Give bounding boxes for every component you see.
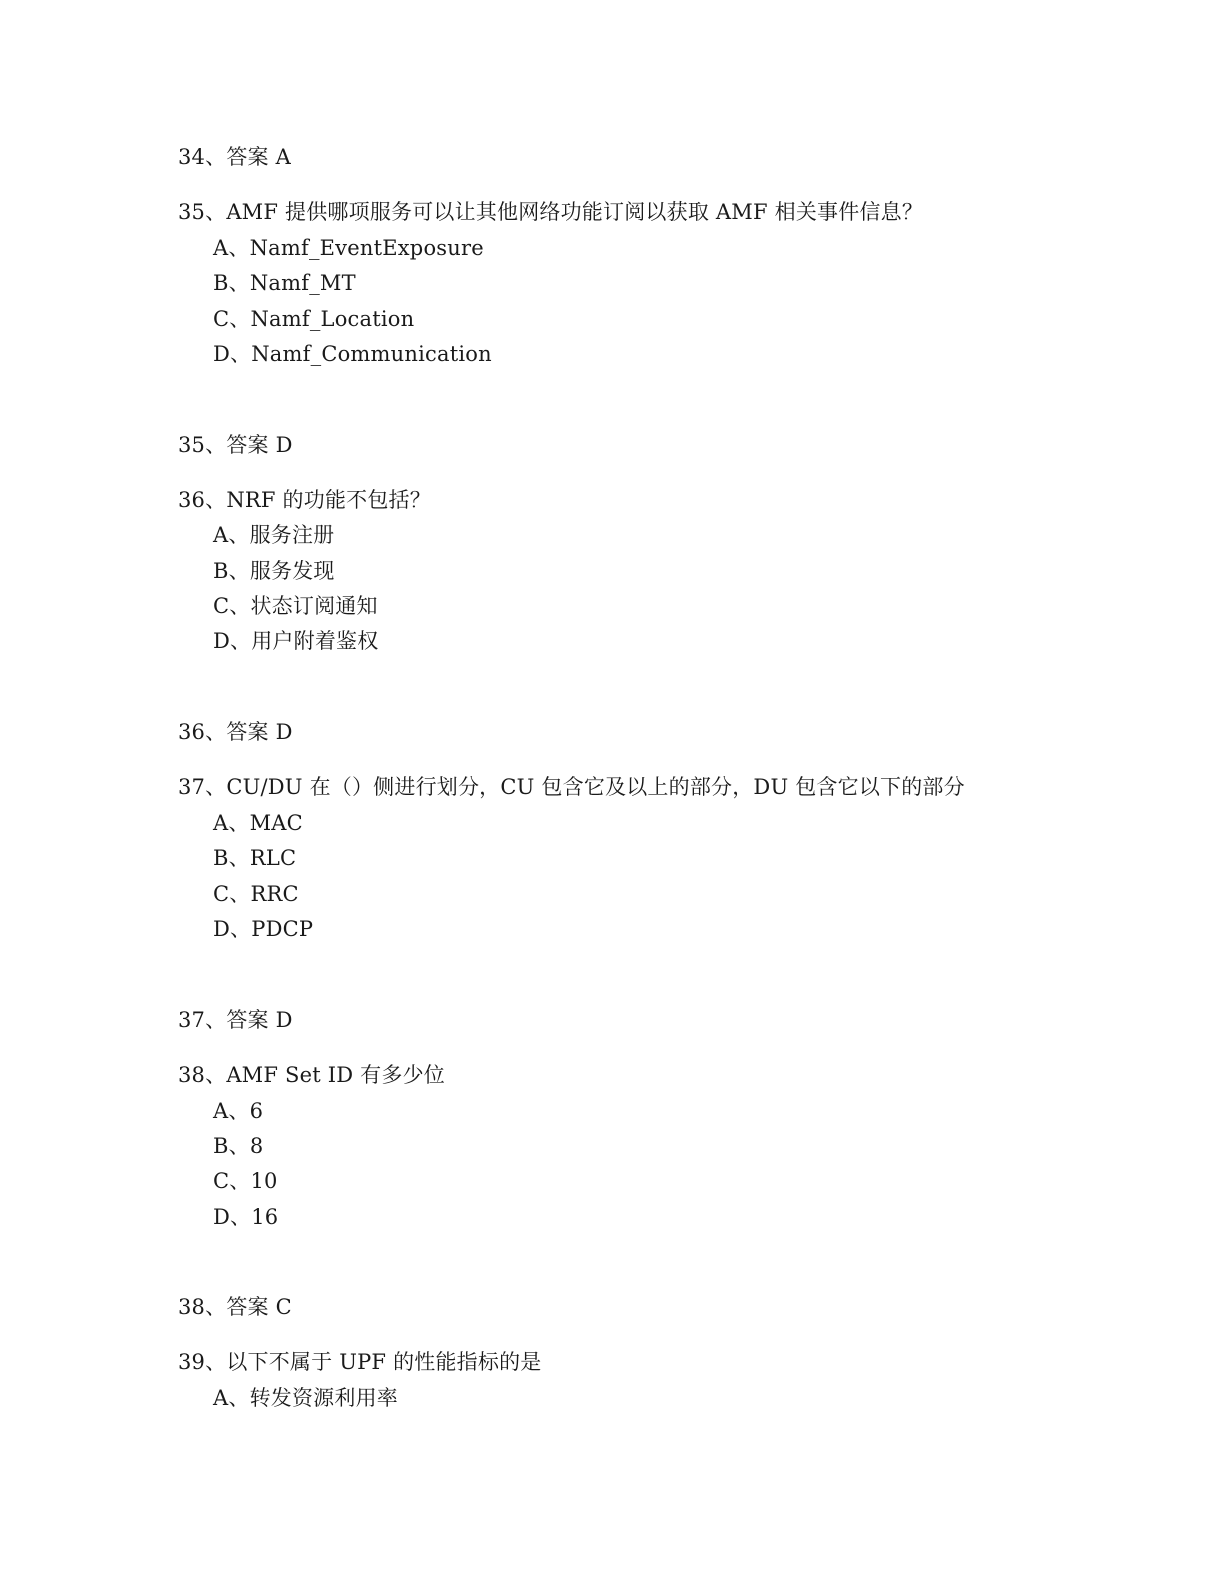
question-36-option-d: D、用户附着鉴权: [213, 629, 379, 653]
question-35-option-a: A、Namf_EventExposure: [213, 236, 484, 260]
question-38-option-c: C、10: [213, 1169, 278, 1193]
question-35: 35、AMF 提供哪项服务可以让其他网络功能订阅以获取 AMF 相关事件信息？: [178, 200, 924, 224]
question-37-option-d: D、PDCP: [213, 917, 314, 941]
question-37-option-b: B、RLC: [213, 846, 297, 870]
question-35-option-b: B、Namf_MT: [213, 271, 356, 295]
question-37: 37、CU/DU 在（）侧进行划分，CU 包含它及以上的部分，DU 包含它以下的部分: [178, 775, 965, 799]
answer-line-34: 34、答案 A: [178, 145, 291, 169]
question-36-option-a: A、服务注册: [213, 523, 335, 547]
answer-line-38: 38、答案 C: [178, 1295, 292, 1319]
question-36-option-c: C、状态订阅通知: [213, 594, 378, 618]
answer-line-36: 36、答案 D: [178, 720, 293, 744]
question-35-option-d: D、Namf_Communication: [213, 342, 492, 366]
answer-line-37: 37、答案 D: [178, 1008, 293, 1032]
question-35-option-c: C、Namf_Location: [213, 307, 415, 331]
question-38-option-b: B、8: [213, 1134, 264, 1158]
question-38: 38、AMF Set ID 有多少位: [178, 1063, 445, 1087]
question-39-option-a: A、转发资源利用率: [213, 1386, 398, 1410]
question-36: 36、NRF 的功能不包括？: [178, 488, 431, 512]
question-37-option-c: C、RRC: [213, 882, 299, 906]
question-39: 39、以下不属于 UPF 的性能指标的是: [178, 1350, 542, 1374]
answer-line-35: 35、答案 D: [178, 433, 293, 457]
question-38-option-d: D、16: [213, 1205, 279, 1229]
question-38-option-a: A、6: [213, 1099, 264, 1123]
question-37-option-a: A、MAC: [213, 811, 303, 835]
question-36-option-b: B、服务发现: [213, 559, 335, 583]
